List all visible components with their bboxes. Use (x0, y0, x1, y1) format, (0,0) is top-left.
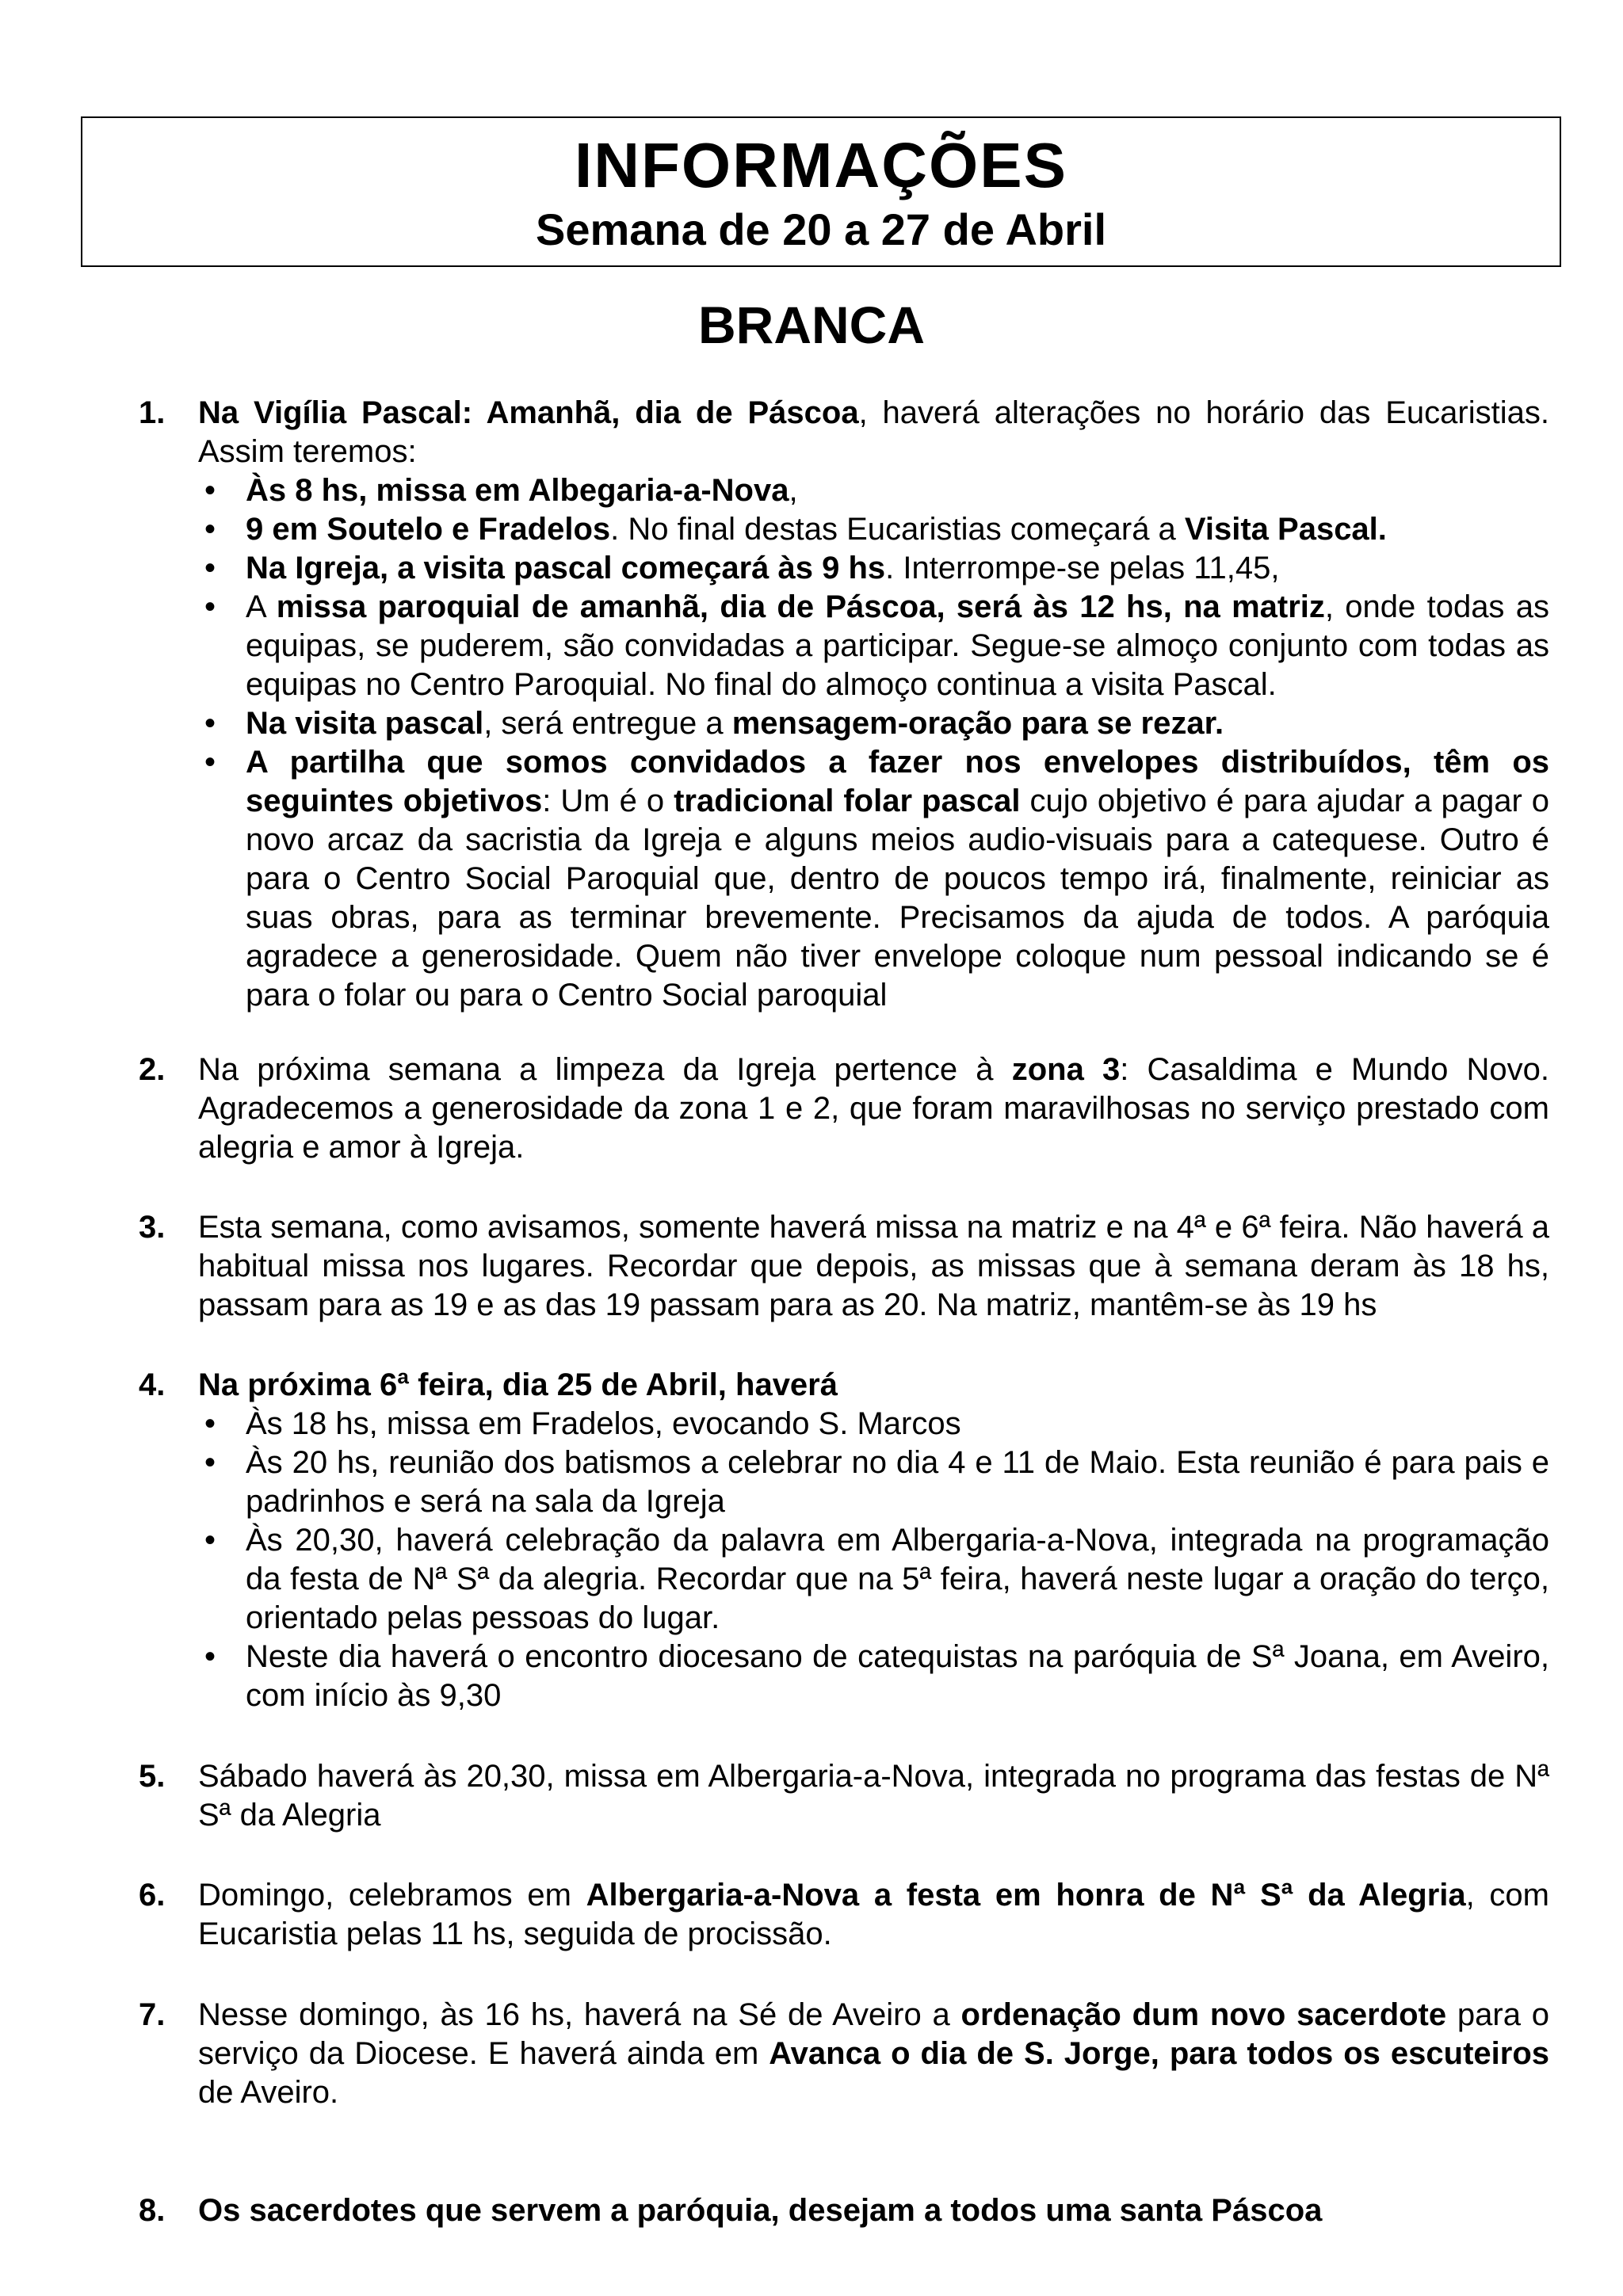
bold-text: Na visita pascal (246, 706, 484, 741)
bold-text: Na próxima 6ª feira, dia 25 de Abril, haverá (198, 1367, 838, 1402)
announcement-item (139, 2191, 1549, 2230)
bold-text: 9 em Soutelo e Fradelos (246, 512, 611, 547)
bold-text: Albergaria-a-Nova a festa em honra de Nª Sª da Alegria (586, 1878, 1466, 1913)
bullet-text: Neste dia haverá o encontro diocesano de catequistas na paróquia de Sª Joana, em Aveiro, com início às 9,30 (246, 1639, 1549, 1713)
item-text (198, 1366, 1549, 1405)
bullet-text: Na visita pascal, será entregue a mensagem-oração para se rezar. (246, 706, 1224, 741)
bold-text: Visita Pascal. (1184, 512, 1387, 547)
bullet-item (198, 510, 1549, 549)
bullet-item (198, 1405, 1549, 1444)
bullet-text: Às 20 hs, reunião dos batismos a celebrar no dia 4 e 11 de Maio. Esta reunião é para pais e padrinhos e será na sala da Igreja (246, 1445, 1549, 1519)
item-number: 2. (139, 1052, 166, 1087)
bullet-icon: • (204, 706, 216, 741)
bullet-icon: • (204, 551, 216, 585)
bullet-text: Às 8 hs, missa em Albegaria-a-Nova, (246, 473, 798, 508)
bold-text: missa paroquial de amanhã, dia de Páscoa, será às 12 hs, na matriz (276, 589, 1325, 624)
bullet-icon: • (204, 512, 216, 547)
item-text: Domingo, celebramos em Albergaria-a-Nova a festa em honra de Nª Sª da Alegria, com Eucaristia pelas 11 hs, seguida de procissão. (198, 1878, 1549, 1951)
bullet-icon: • (204, 745, 216, 780)
announcement-item (139, 394, 1549, 1015)
bold-text: Na Vigília Pascal: Amanhã, dia de Páscoa (198, 395, 859, 430)
bullet-text: Às 20,30, haverá celebração da palavra em Albergaria-a-Nova, integrada na programação da festa de Nª Sª da alegria. Recordar que na 5ª feira, haverá neste lugar a oração do terço, orientado pelas pessoas do lugar. (246, 1523, 1549, 1635)
bullet-icon: • (204, 1445, 216, 1480)
announcement-item (139, 1876, 1549, 1954)
item-text: Na Vigília Pascal: Amanhã, dia de Páscoa, haverá alterações no horário das Eucaristias. Assim teremos: (198, 395, 1549, 469)
bullet-item (198, 588, 1549, 704)
item-text: Esta semana, como avisamos, somente haverá missa na matriz e na 4ª e 6ª feira. Não haverá a habitual missa nos lugares. Recordar que depois, as missas que à semana deram às 18 hs, passam para as 19 e as das 19 passam para as 20. Na matriz, mantêm-se às 19 hs (198, 1210, 1549, 1322)
bold-text: Às 8 hs, missa em Albegaria-a-Nova (246, 473, 789, 508)
bold-text: mensagem-oração para se rezar. (731, 706, 1224, 741)
bullet-icon: • (204, 1523, 216, 1558)
item-text: Nesse domingo, às 16 hs, haverá na Sé de Aveiro a ordenação dum novo sacerdote para o serviço da Diocese. E haverá ainda em Avanca o dia de S. Jorge, para todos os escuteiros de Aveiro. (198, 1997, 1549, 2110)
item-number: 7. (139, 1997, 166, 2032)
announcement-item (139, 1996, 1549, 2112)
bullet-item (198, 549, 1549, 588)
item-number: 1. (139, 395, 166, 430)
bullet-text: A missa paroquial de amanhã, dia de Páscoa, será às 12 hs, na matriz, onde todas as equipas, se puderem, são convidadas a participar. Segue-se almoço conjunto com todas as equipas no Centro Paroquial. No final do almoço continua a visita Pascal. (246, 589, 1549, 702)
bold-text: zona 3 (1011, 1052, 1121, 1087)
announcements-content (139, 394, 1549, 2230)
bullet-icon: • (204, 473, 216, 508)
item-number: 5. (139, 1759, 166, 1794)
item-number: 8. (139, 2193, 166, 2228)
bullet-list (198, 471, 1549, 1015)
bold-text: Avanca o dia de S. Jorge, para todos os escuteiros (769, 2036, 1549, 2071)
bullet-text: A partilha que somos convidados a fazer nos envelopes distribuídos, têm os seguintes objetivos: Um é o tradicional folar pascal cujo objetivo é para ajudar a pagar o novo arcaz da sacristia da Igreja e alguns meios audio-visuais para a catequese. Outro é para o Centro Social Paroquial que, dentro de poucos tempo irá, finalmente, reiniciar as suas obras, para as terminar brevemente. Precisamos da ajuda de todos. A paróquia agradece a generosidade. Quem não tiver envelope coloque num pessoal indicando se é para o folar ou para o Centro Social paroquial (246, 745, 1550, 1013)
bullet-item (198, 1521, 1549, 1638)
item-number: 3. (139, 1210, 166, 1245)
bullet-item (198, 1638, 1549, 1715)
bullet-item (198, 1444, 1549, 1521)
bullet-item (198, 743, 1549, 1015)
section-title: BRANCA (698, 296, 925, 354)
bold-text: A partilha que somos convidados a fazer nos envelopes distribuídos, têm os seguintes objetivos (246, 745, 1549, 818)
bullet-item (198, 704, 1549, 743)
bold-text: Os sacerdotes que servem a paróquia, desejam a todos uma santa Páscoa (198, 2193, 1323, 2228)
bullet-icon: • (204, 589, 216, 624)
item-text: Na próxima semana a limpeza da Igreja pertence à zona 3: Casaldima e Mundo Novo. Agradecemos a generosidade da zona 1 e 2, que foram maravilhosas no serviço prestado com alegria e amor à Igreja. (198, 1052, 1550, 1165)
bold-text: tradicional folar pascal (674, 784, 1021, 818)
bullet-text: Às 18 hs, missa em Fradelos, evocando S. Marcos (246, 1406, 961, 1441)
item-text (198, 2191, 1549, 2230)
bullet-icon: • (204, 1639, 216, 1674)
bullet-icon: • (204, 1406, 216, 1441)
announcement-item (139, 1051, 1549, 1167)
bullet-text: Na Igreja, a visita pascal começará às 9 hs. Interrompe-se pelas 11,45, (246, 551, 1280, 585)
item-text: Sábado haverá às 20,30, missa em Albergaria-a-Nova, integrada no programa das festas de Nª Sª da Alegria (198, 1759, 1549, 1833)
header-box (81, 116, 1561, 267)
bold-text: ordenação dum novo sacerdote (960, 1997, 1447, 2032)
item-number: 6. (139, 1878, 166, 1913)
announcement-item (139, 1757, 1549, 1835)
announcement-item (139, 1366, 1549, 1715)
page-subtitle: Semana de 20 a 27 de Abril (535, 204, 1107, 254)
page-title: INFORMAÇÕES (575, 130, 1067, 200)
item-number: 4. (139, 1367, 166, 1402)
announcement-item (139, 1208, 1549, 1325)
bullet-item (198, 471, 1549, 510)
announcements-list (139, 394, 1549, 2230)
bullet-list (198, 1405, 1549, 1715)
bullet-text: 9 em Soutelo e Fradelos. No final destas Eucaristias começará a Visita Pascal. (246, 512, 1387, 547)
bold-text: Na Igreja, a visita pascal começará às 9 hs (246, 551, 886, 585)
